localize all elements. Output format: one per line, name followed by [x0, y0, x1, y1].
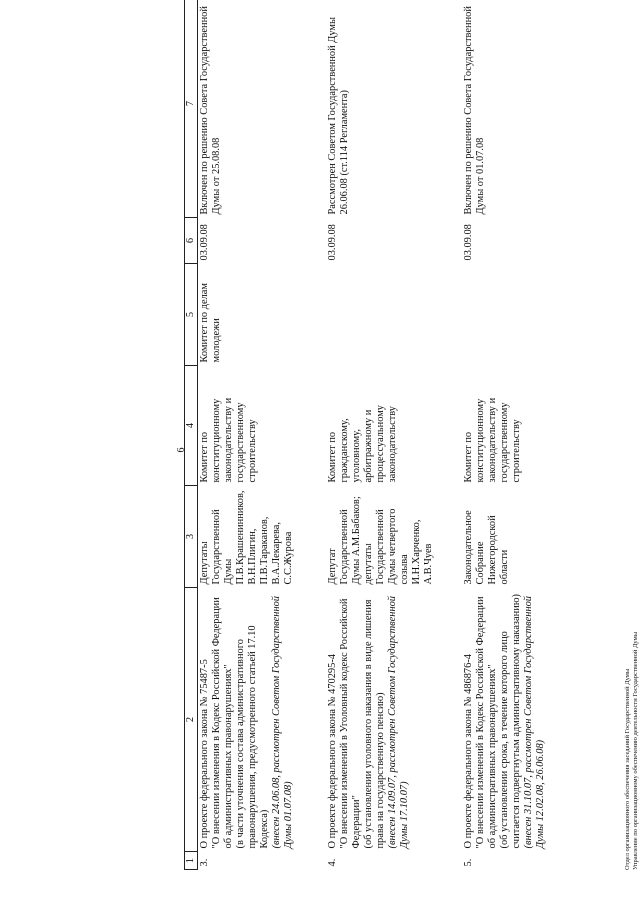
page-number: 6 [176, 447, 187, 453]
footer [624, 632, 640, 870]
table-row [198, 0, 326, 870]
row-number: 4. [326, 858, 338, 867]
date-cell: 03.09.08 [199, 224, 210, 261]
table-row [326, 0, 462, 870]
authors-cell: Законодательное Собрание Нижегородской области [462, 510, 510, 585]
row-number: 5. [462, 858, 474, 867]
committee-cell: Комитет по конституционному законодательству и государственному строительству [199, 397, 258, 483]
column-header: 1 [185, 852, 198, 870]
bill-title: "О внесении изменений в Уголовный кодекс Российской Федерации" [338, 598, 362, 849]
column-header: 7 [185, 0, 198, 218]
row-number: 3. [199, 858, 210, 867]
decision-cell: Рассмотрен Советом Государственной Думы 26.06.08 (ст.114 Регламента) [326, 17, 350, 215]
column-header: 2 [185, 588, 198, 852]
bill-detail: (об установлении уголовного наказания в виде лишения права на государственную пенсию) [362, 599, 386, 849]
committee-cell: Комитет по гражданскому, уголовному, арбитражному и процессуальному законодательству [326, 405, 398, 483]
footer-line: Отдел организационного обеспечения заседаний Государственной Думы [624, 668, 631, 870]
bill-cell [326, 588, 462, 852]
table-row [462, 0, 550, 870]
bill-detail: (в части уточнения состава административного правонарушения, предусмотренного статьей 17.10 Кодекса) [235, 625, 270, 849]
bill-cell [198, 588, 326, 852]
decision-cell: Включен по решению Совета Государственной Думы от 25.08.08 [199, 6, 222, 215]
bill-intro: О проекте федерального закона № 470295-4 [326, 654, 338, 849]
bill-note: (внесен 14.09.07, рассмотрен Советом Государственной Думы 17.10.07) [386, 596, 410, 849]
date-cell: 03.09.08 [462, 224, 474, 261]
bill-title: "О внесении изменения в Кодекс Российской Федерации об административных правонарушениях" [211, 597, 234, 849]
co-committee-cell [462, 264, 550, 366]
co-committee-cell [326, 264, 462, 366]
column-header: 5 [185, 264, 198, 366]
authors-cell: Депутат Государственной Думы А.М.Бабаков; депутаты Государственной Думы четвертого созыва И.Н.Харченко, А.В.Чуев [326, 496, 434, 585]
column-header: 6 [185, 218, 198, 264]
decision-cell: Включен по решению Совета Государственной Думы от 01.07.08 [462, 6, 486, 215]
table-header-row [185, 0, 198, 870]
agenda-table [184, 0, 550, 870]
bill-title: "О внесении изменений в Кодекс Российской Федерации об административных правонарушениях" [474, 596, 498, 849]
committee-cell: Комитет по конституционному законодательству и государственному строительству [462, 397, 522, 483]
co-committee-cell: Комитет по делам молодежи [199, 283, 222, 363]
column-header: 3 [185, 486, 198, 588]
column-header: 4 [185, 366, 198, 486]
bill-note: (внесен 31.10.07, рассмотрен Советом Государственной Думы 12.02.08, 26.06.08) [522, 596, 546, 849]
bill-detail: (об установлении срока, в течение которого лицо считается подвергнутым административному наказанию) [498, 594, 522, 849]
bill-note: (внесен 24.06.08, рассмотрен Советом Государственной Думы 01.07.08) [271, 596, 294, 849]
footer-line: Управление по организационному обеспечению деятельности Государственной Думы [632, 631, 639, 870]
bill-cell [462, 588, 550, 852]
bill-intro: О проекте федерального закона № 75487-5 [199, 659, 210, 849]
bill-intro: О проекте федерального закона № 486876-4 [462, 654, 474, 849]
authors-cell: Депутаты Государственной Думы П.В.Крашенинников, В.Н.Плигин, П.В.Тараканов, В.А.Лекарева, С.С.Журова [199, 490, 294, 585]
date-cell: 03.09.08 [326, 224, 338, 261]
